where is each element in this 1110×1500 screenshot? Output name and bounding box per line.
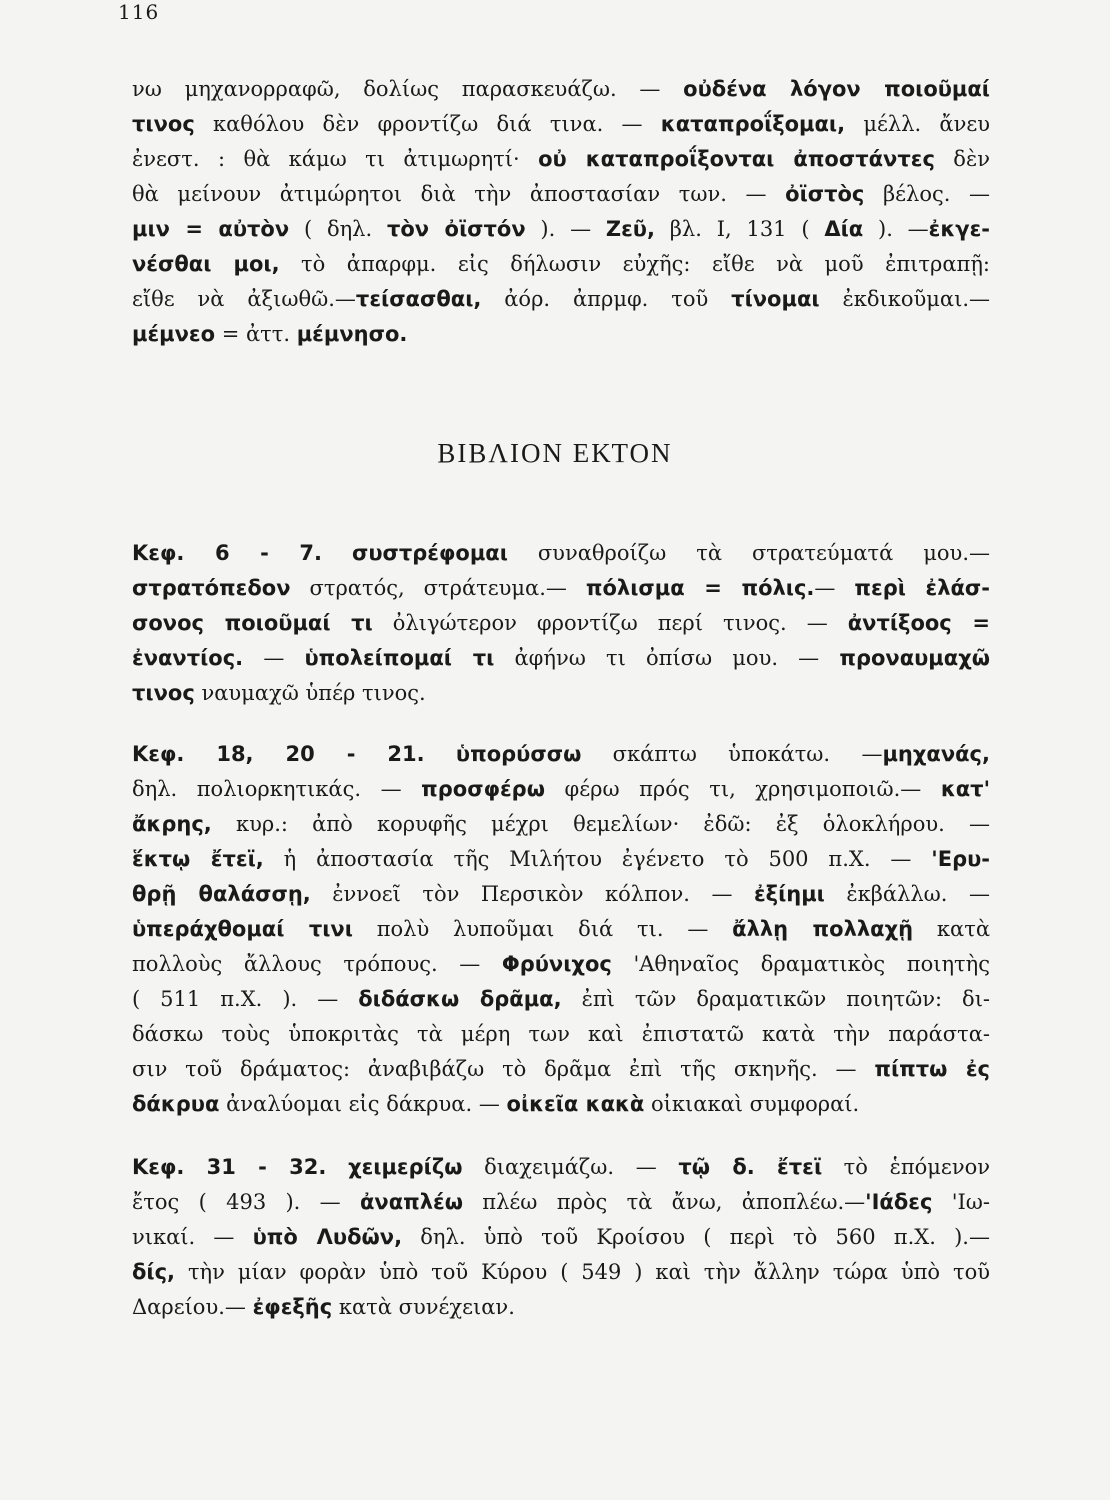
text-line: [132, 282, 990, 317]
bold-term: καταπροΐξομαι,: [660, 112, 846, 136]
text-run: ( 511 π.Χ. ). —: [132, 987, 359, 1011]
text-run: πολὺ λυποῦμαι διά τι. —: [352, 917, 733, 941]
text-line: [132, 982, 990, 1017]
text-run: οἰκιακαὶ συμφοραί.: [644, 1092, 860, 1116]
text-run: σιν τοῦ δράματος: ἀναβιβάζω τὸ δρᾶμα ἐπὶ τῆς σκηνῆς. —: [132, 1057, 875, 1081]
text-run: 'Αθηναῖος δραματικὸς ποιητὴς: [611, 952, 990, 976]
text-line: [132, 737, 990, 772]
text-run: βέλος. —: [864, 182, 990, 206]
text-run: φέρω πρός τι, χρησιμοποιῶ.—: [544, 777, 941, 801]
text-line: [132, 72, 990, 107]
text-run: μέλλ. ἄνευ: [845, 112, 990, 136]
text-run: δὲν: [934, 147, 990, 171]
text-run: ). —: [525, 217, 606, 241]
text-run: ἀόρ. ἀπρμφ. τοῦ: [481, 287, 732, 311]
text-line: [132, 1087, 990, 1122]
text-run: Δαρείου.—: [132, 1295, 253, 1319]
text-line: [132, 1290, 990, 1325]
bold-term: μέμνεο: [132, 322, 216, 346]
bold-term: νέσθαι μοι,: [132, 252, 280, 276]
text-run: δάσκω τοὺς ὑποκριτὰς τὰ μέρη των καὶ ἐπιστατῶ κατὰ τὴν παράστα-: [132, 1022, 990, 1046]
text-run: ναυμαχῶ ὑπέρ τινος.: [194, 681, 426, 705]
text-run: = ἀττ.: [215, 322, 297, 346]
text-run: ἡ ἀποστασία τῆς Μιλήτου ἐγένετο τὸ 500 π.Χ. —: [263, 847, 932, 871]
bold-term: μέμνησο.: [296, 322, 408, 346]
text-line: [132, 912, 990, 947]
bold-term: ὀϊστὸς: [785, 182, 865, 206]
text-line: [132, 571, 990, 606]
bold-term: Φρύνιχος: [501, 952, 612, 976]
bold-term: ἀντίξοος =: [847, 611, 990, 635]
text-line: [132, 842, 990, 877]
text-run: διαχειμάζω. —: [462, 1155, 679, 1179]
bold-term: σονος ποιοῦμαί τι: [132, 611, 373, 635]
intro-paragraph: [132, 72, 990, 352]
bold-term: δάκρυα: [132, 1092, 220, 1116]
bold-term: οὐ καταπροΐξονται ἀποστάντες: [538, 147, 935, 171]
section-chapter-18-20-21: [132, 737, 990, 1122]
text-run: ἐνεστ. : θὰ κάμω τι ἀτιμωρητί·: [132, 147, 539, 171]
text-run: τὸ ἀπαρφμ. εἰς δήλωσιν εὐχῆς: εἴθε νὰ μοῦ ἐπιτραπῇ:: [279, 252, 990, 276]
text-run: δηλ. πολιορκητικάς. —: [132, 777, 422, 801]
text-run: [326, 1155, 348, 1179]
page-number: 116: [118, 0, 160, 24]
text-run: ὀλιγώτερον φροντίζω περί τινος. —: [372, 611, 848, 635]
bold-term: χειμερίζω: [348, 1155, 463, 1179]
text-run: —: [243, 646, 305, 670]
text-run: σκάπτω ὑποκάτω. —: [581, 742, 883, 766]
text-run: τὸ ἑπόμενον: [822, 1155, 990, 1179]
bold-term: ἄκρης,: [132, 812, 212, 836]
text-run: ). —: [863, 217, 929, 241]
text-line: [132, 641, 990, 676]
bold-term: ἐναντίος.: [132, 646, 244, 670]
bold-term: περὶ ἐλάσ-: [854, 576, 990, 600]
text-run: καθόλου δὲν φροντίζω διά τινα. —: [194, 112, 661, 136]
text-line: [132, 142, 990, 177]
bold-term: διδάσκω δρᾶμα,: [358, 987, 562, 1011]
bold-term: ἀναπλέω: [359, 1190, 463, 1214]
bold-term: ἄλλῃ πολλαχῇ: [732, 917, 914, 941]
text-line: [132, 807, 990, 842]
text-run: δηλ. ὑπὸ τοῦ Κροίσου ( περὶ τὸ 560 π.Χ. ).—: [402, 1225, 990, 1249]
bold-term: Κεφ. 31 - 32.: [132, 1155, 327, 1179]
text-run: εἴθε νὰ ἀξιωθῶ.—: [132, 287, 356, 311]
text-run: νικαί. —: [132, 1225, 253, 1249]
bold-term: κατ': [940, 777, 990, 801]
bold-term: ὑπολείπομαί τι: [304, 646, 495, 670]
bold-term: τὸν ὀϊστόν: [386, 217, 526, 241]
bold-term: προσφέρω: [421, 777, 545, 801]
text-run: ἐννοεῖ τὸν Περσικὸν κόλπον. —: [310, 882, 754, 906]
text-run: ἐκβάλλω. —: [824, 882, 990, 906]
text-line: [132, 536, 990, 571]
text-line: [132, 772, 990, 807]
bold-term: μιν = αὐτὸν: [132, 217, 290, 241]
bold-term: στρατόπεδον: [132, 576, 291, 600]
text-line: [132, 1255, 990, 1290]
text-run: στρατός, στράτευμα.—: [290, 576, 586, 600]
bold-term: ἐκγε-: [928, 217, 990, 241]
bold-term: Κεφ. 6 - 7.: [132, 541, 323, 565]
bold-term: τινος: [132, 112, 195, 136]
bold-term: Ζεῦ,: [605, 217, 655, 241]
text-line: [132, 1185, 990, 1220]
text-line: [132, 212, 990, 247]
bold-term: τίνομαι: [731, 287, 820, 311]
bold-term: τῷ δ. ἔτεϊ: [678, 1155, 822, 1179]
bold-term: ἕκτῳ ἔτεϊ,: [132, 847, 264, 871]
section-chapter-31-32: [132, 1150, 990, 1325]
text-line: [132, 1017, 990, 1052]
text-line: [132, 177, 990, 212]
bold-term: Δία: [824, 217, 864, 241]
text-run: ἀναλύομαι εἰς δάκρυα. —: [219, 1092, 507, 1116]
text-run: —: [814, 576, 855, 600]
text-run: θὰ μείνουν ἀτιμώρητοι διὰ τὴν ἀποστασίαν των. —: [132, 182, 786, 206]
bold-term: τείσασθαι,: [355, 287, 482, 311]
bold-term: τινος: [132, 681, 195, 705]
bold-term: ὑπὸ Λυδῶν,: [252, 1225, 403, 1249]
text-line: [132, 606, 990, 641]
text-line: [132, 947, 990, 982]
bold-term: 'Ερυ-: [931, 847, 990, 871]
book-heading: ΒΙΒΛΙΟΝ ΕΚΤΟΝ: [437, 438, 673, 468]
text-line: [132, 877, 990, 912]
text-run: ἀφήνω τι ὀπίσω μου. —: [494, 646, 840, 670]
bold-term: πόλισμα = πόλις.: [585, 576, 815, 600]
text-run: νω μηχανορραφῶ, δολίως παρασκευάζω. —: [132, 77, 684, 101]
text-run: βλ. Ι, 131 (: [654, 217, 825, 241]
text-line: [132, 1052, 990, 1087]
bold-term: συστρέφομαι: [351, 541, 508, 565]
bold-term: 'Ιάδες: [865, 1190, 933, 1214]
bold-term: πίπτω ἐς: [874, 1057, 990, 1081]
bold-term: οἰκεῖα κακὰ: [506, 1092, 645, 1116]
text-run: συναθροίζω τὰ στρατεύματά μου.—: [507, 541, 990, 565]
text-line: [132, 1220, 990, 1255]
section-chapter-6-7: [132, 536, 990, 711]
bold-term: ἐφεξῆς: [252, 1295, 333, 1319]
bold-term: δίς,: [132, 1260, 176, 1284]
bold-term: μηχανάς,: [882, 742, 990, 766]
text-run: ἐκδικοῦμαι.—: [819, 287, 990, 311]
text-run: ἔτος ( 493 ). —: [132, 1190, 360, 1214]
bold-term: ἐξίημι: [753, 882, 825, 906]
text-run: 'Ιω-: [932, 1190, 990, 1214]
text-line: [132, 107, 990, 142]
text-run: πολλοὺς ἄλλους τρόπους. —: [132, 952, 502, 976]
text-run: [425, 742, 456, 766]
text-run: κατὰ συνέχειαν.: [332, 1295, 515, 1319]
text-run: ἐπὶ τῶν δραματικῶν ποιητῶν: δι-: [561, 987, 990, 1011]
text-run: τὴν μίαν φορὰν ὑπὸ τοῦ Κύρου ( 549 ) καὶ τὴν ἄλλην τώρα ὑπὸ τοῦ: [175, 1260, 990, 1284]
text-line: [132, 317, 990, 352]
bold-term: ὑπεράχθομαί τινι: [132, 917, 353, 941]
text-run: πλέω πρὸς τὰ ἄνω, ἀποπλέω.—: [462, 1190, 866, 1214]
text-line: [132, 1150, 990, 1185]
bold-term: προναυμαχῶ: [839, 646, 990, 670]
text-run: [322, 541, 352, 565]
text-line: [132, 676, 990, 711]
text-run: κυρ.: ἀπὸ κορυφῆς μέχρι θεμελίων· ἐδῶ: ἐξ ὁλοκλήρου. —: [211, 812, 990, 836]
text-run: κατὰ: [913, 917, 990, 941]
bold-term: Κεφ. 18, 20 - 21.: [132, 742, 425, 766]
text-run: ( δηλ.: [289, 217, 387, 241]
bold-term: οὐδένα λόγον ποιοῦμαί: [683, 77, 990, 101]
text-line: [132, 247, 990, 282]
bold-term: ὑπορύσσω: [455, 742, 582, 766]
bold-term: θρῇ θαλάσσῃ,: [132, 882, 311, 906]
